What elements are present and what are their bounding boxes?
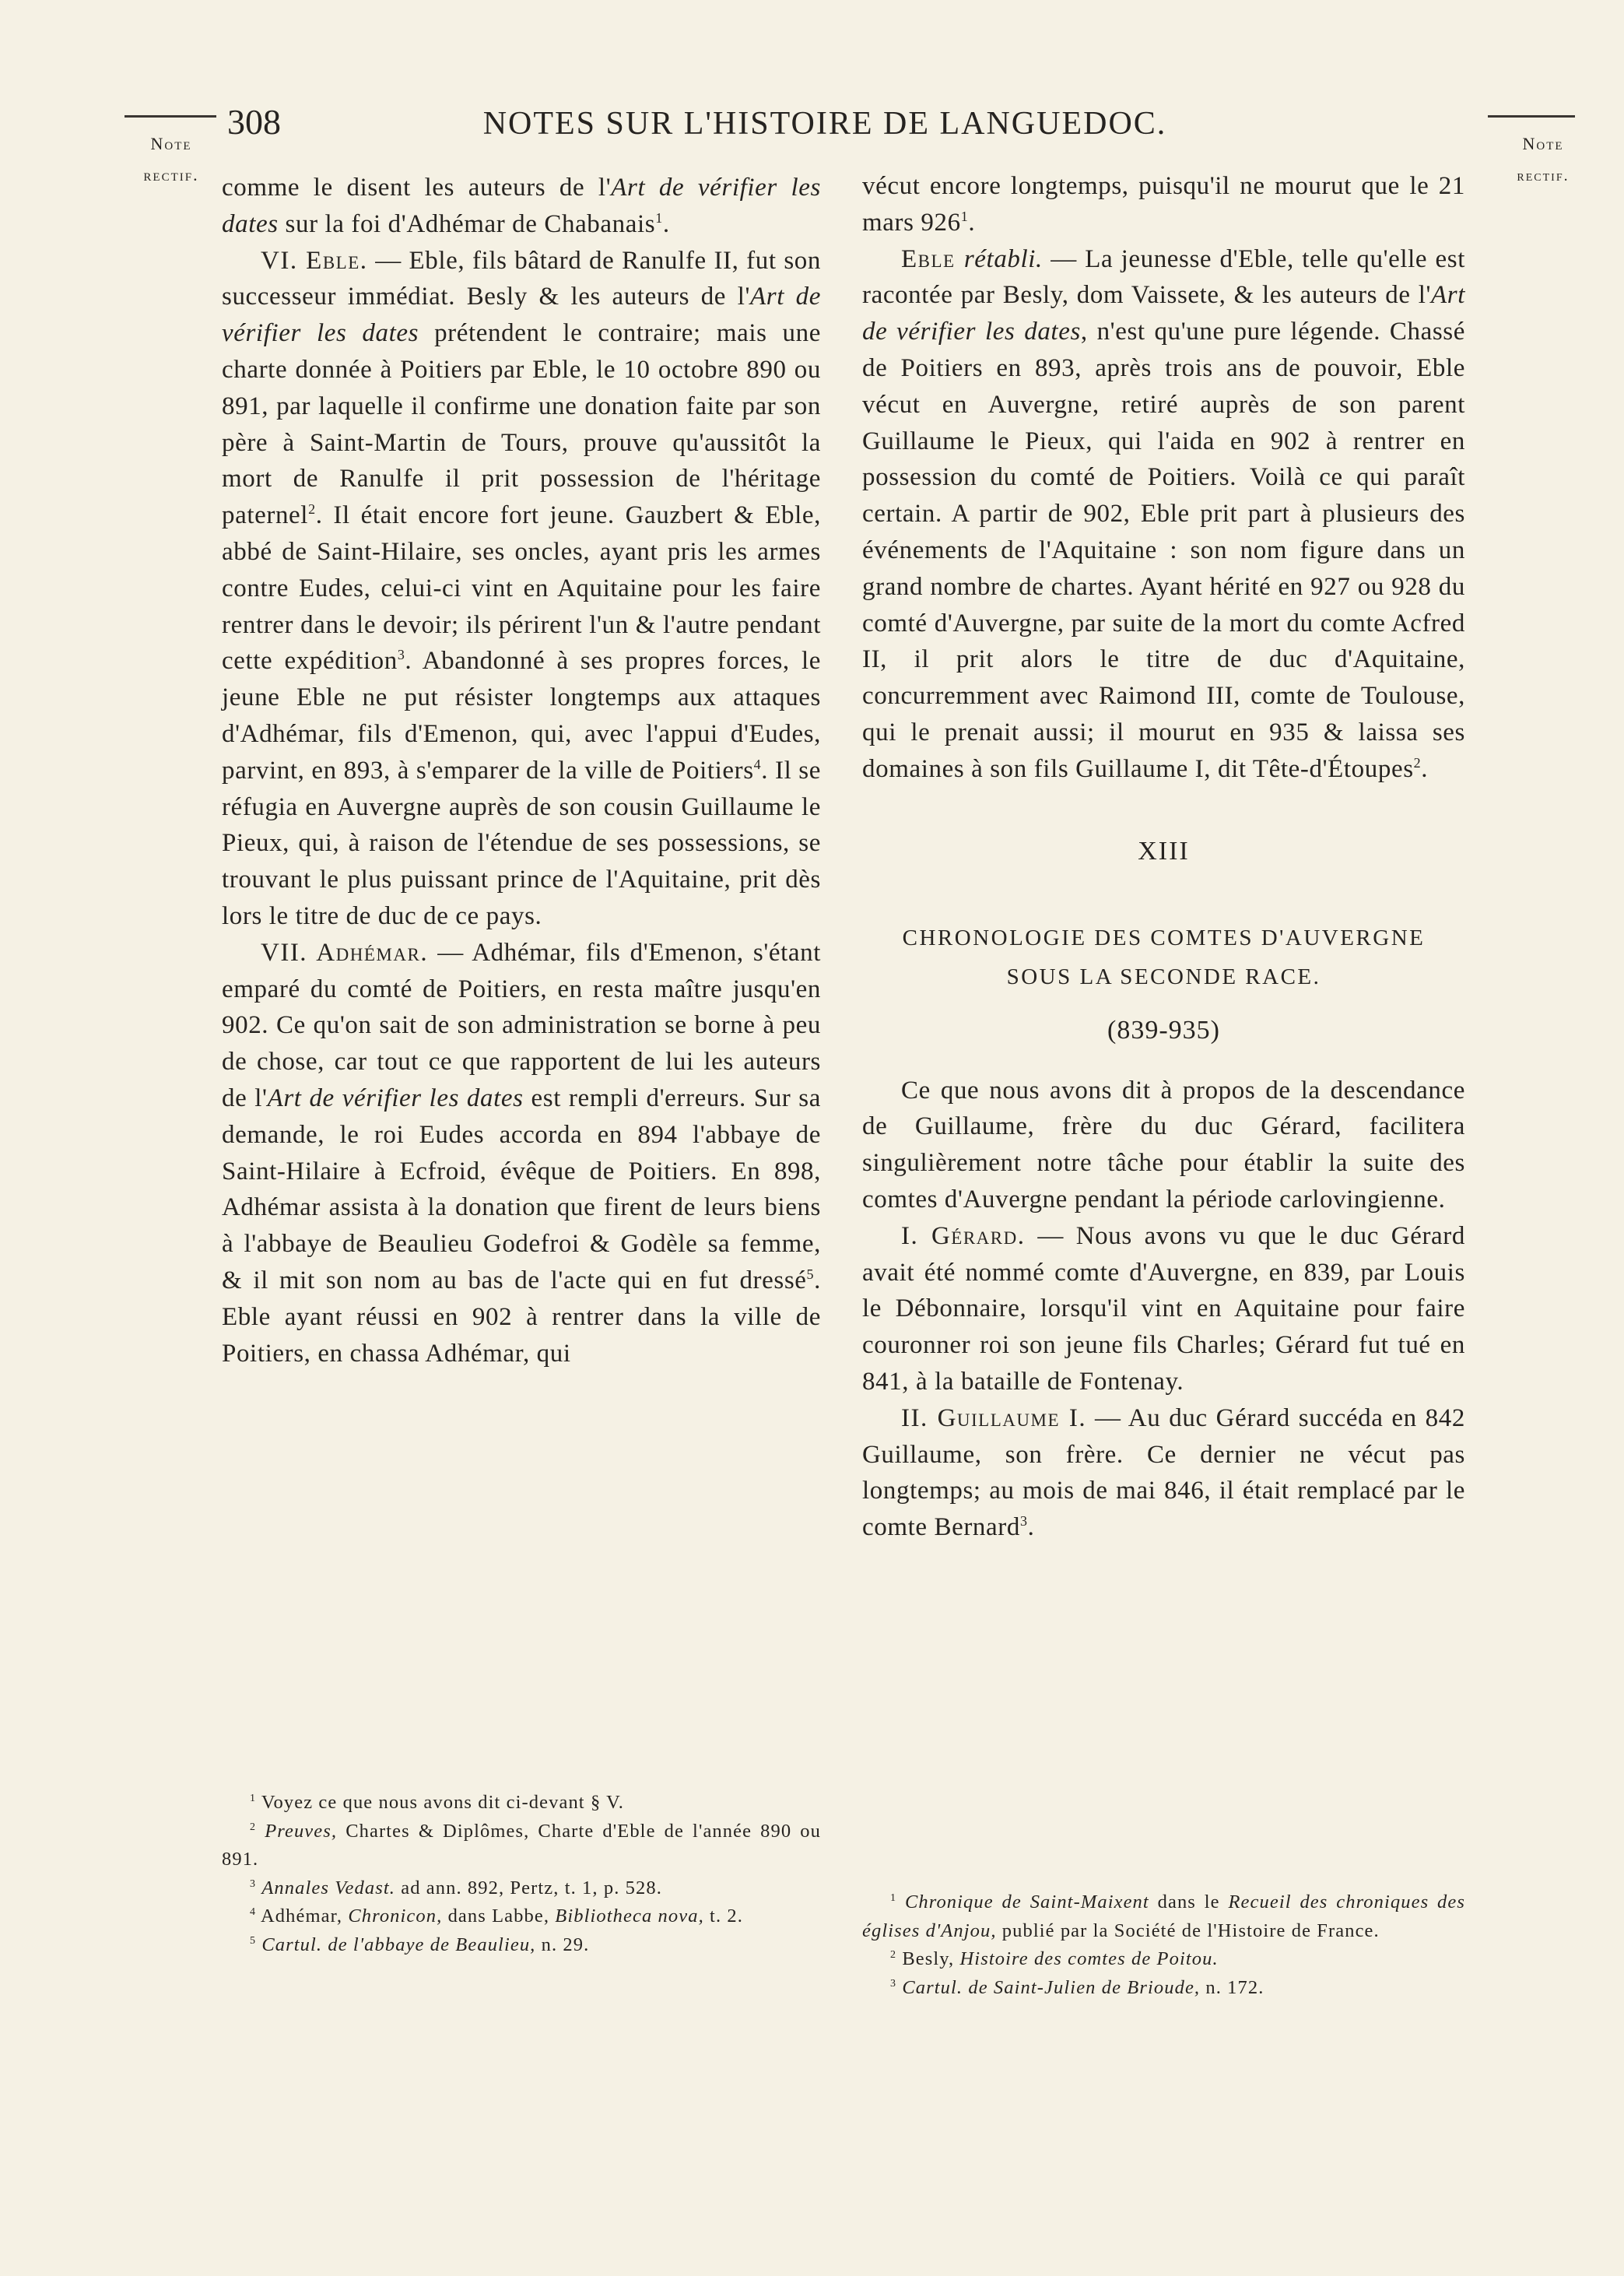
italic-title: Art de vérifier les dates [267, 1084, 524, 1112]
footnote-ref: 1 [655, 209, 663, 226]
text-run: Ce que nous avons dit à propos de la descendance de Guillaume, frère du duc Gérard, facilitera singulièrement notre tâche pour établir la suite des comtes d'Auvergne pendant la période carlovingienne. [862, 1076, 1465, 1214]
left-footnotes [222, 1789, 821, 1959]
text-run: — Eble, fils bâtard de Ranulfe II, fut son successeur immédiat. Besly & les auteurs de l' [222, 246, 821, 311]
footnote-3 [862, 1974, 1465, 2003]
footnote-italic: Histoire des comtes de Poitou. [959, 1948, 1219, 1969]
footnote-text: publié par la Société de l'Histoire de France. [996, 1919, 1380, 1941]
footnote-ref: 2 [308, 501, 316, 518]
footnote-ref: 3 [1019, 1513, 1028, 1530]
footnote-text: n. 29. [535, 1934, 590, 1955]
footnote-text: Voyez ce que nous avons dit ci-devant § V. [261, 1792, 624, 1813]
text-run: . [968, 208, 976, 237]
footnote-number: 2 [890, 1949, 897, 1961]
footnote-italic: Cartul. de Saint-Julien de Brioude, [902, 1976, 1201, 1998]
section-title [862, 918, 1465, 996]
footnote-text: dans Labbe, [442, 1905, 556, 1927]
footnote-number: 5 [250, 1934, 257, 1947]
footnote-text: t. 2. [703, 1905, 743, 1927]
footnote-italic: Preuves, [265, 1820, 338, 1842]
left-paragraph-adhemar [222, 935, 821, 1372]
section-title-line1: CHRONOLOGIE DES COMTES D'AUVERGNE [902, 925, 1426, 950]
text-run: . [662, 209, 670, 238]
text-run: . [1027, 1513, 1035, 1542]
footnote-italic: Recueil des chroniques des églises d'Anjou, [862, 1891, 1465, 1941]
footnote-2 [222, 1818, 821, 1874]
footnote-italic: Chronicon, [348, 1905, 443, 1927]
footnote-number: 3 [250, 1877, 257, 1890]
section-numeral: XIII [1138, 836, 1190, 866]
footnote-number: 4 [250, 1906, 257, 1918]
running-title: NOTES SUR L'HISTOIRE DE LANGUEDOC. [482, 106, 1167, 142]
right-paragraph-continuation [862, 168, 1465, 241]
footnote-4 [222, 1902, 821, 1931]
text-run: . Eble ayant réussi en 902 à rentrer dans la ville de Poitiers, en chassa Adhémar, qui [222, 1266, 821, 1368]
right-paragraph-guillaume [862, 1400, 1465, 1546]
margin-note-right-line2: rectif. [1517, 167, 1570, 184]
right-footnotes [862, 1888, 1465, 2002]
left-paragraph-continuation [222, 170, 821, 243]
footnote-text: Chartes & Diplômes, Charte d'Eble de l'année 890 ou 891. [222, 1820, 821, 1870]
footnote-ref: 3 [397, 647, 405, 663]
footnote-ref: 5 [806, 1266, 815, 1282]
text-run: — Nous avons vu que le duc Gérard avait été nommé comte d'Auvergne, en 839, par Louis le Débonnaire, lorsqu'il vint en Aquitaine pour faire couronner roi son jeune fils Charles; Gérard fut tué en 841, à la bataille de Fontenay. [862, 1221, 1465, 1396]
italic-title: Art de vérifier les dates [222, 174, 821, 238]
footnote-ref: 4 [753, 756, 762, 772]
text-run: — La jeunesse d'Eble, telle qu'elle est racontée par Besly, dom Vaissete, & les auteurs de l' [862, 244, 1465, 310]
footnote-ref: 1 [960, 208, 969, 224]
footnote-1 [862, 1888, 1465, 1945]
text-run: prétendent le contraire; mais une charte donnée à Poitiers par Eble, le 10 octobre 890 ou 891, par laquelle il confirme une donation faite par son père à Saint-Martin de Tours, prouve qu'aussitôt la mort de Ranulfe il prit possession de l'héritage paternel [222, 319, 822, 530]
left-paragraph-eble [222, 243, 821, 935]
right-column [862, 168, 1465, 1546]
footnote-number: 2 [250, 1821, 257, 1833]
footnote-text: dans le [1149, 1891, 1229, 1912]
footnote-number: 3 [890, 1977, 897, 1990]
margin-note-left-line2: rectif. [143, 165, 199, 184]
footnote-italic: Cartul. de l'abbaye de Beaulieu, [261, 1934, 536, 1955]
footnote-2 [862, 1945, 1465, 1974]
footnote-5 [222, 1931, 821, 1960]
footnote-text: ad ann. 892, Pertz, t. 1, p. 528. [395, 1877, 662, 1898]
footnote-1 [222, 1789, 821, 1818]
margin-rule-left [125, 115, 216, 118]
footnote-ref: 2 [1413, 754, 1422, 771]
text-run: sur la foi d'Adhémar de Chabanais [278, 209, 656, 238]
paragraph-heading-italic: rétabli. [963, 244, 1043, 273]
text-run: vécut encore longtemps, puisqu'il ne mourut que le 21 mars 926 [862, 172, 1465, 237]
footnote-text: n. 172. [1200, 1976, 1264, 1998]
paragraph-heading: Eble [901, 244, 964, 273]
text-run: — Adhémar, fils d'Emenon, s'étant emparé du comté de Poitiers, en resta maître jusqu'en 902. Ce qu'on sait de son administration se borne à peu de chose, car tout ce que rapportent de lui les auteurs de l' [222, 938, 821, 1112]
right-paragraph-intro [862, 1073, 1465, 1218]
footnote-text: Adhémar, [260, 1905, 349, 1927]
text-run: — Au duc Gérard succéda en 842 Guillaume, son frère. Ce dernier ne vécut pas longtemps; au mois de mai 846, il était remplacé par le comte Bernard [862, 1403, 1465, 1542]
section-title-line2: SOUS LA SECONDE RACE. [1006, 964, 1321, 989]
italic-title: Art de vérifier les dates [862, 281, 1465, 346]
margin-note-left-line1: Note [150, 134, 192, 153]
paragraph-heading: VI. Eble. [261, 246, 368, 275]
footnote-italic: Bibliotheca nova, [555, 1905, 704, 1927]
text-run: . Il était encore fort jeune. Gauzbert & Eble, abbé de Saint-Hilaire, ses oncles, ayant pris les armes contre Eudes, celui-ci vint en Aquitaine pour les faire rentrer dans le devoir; ils périrent l'un & l'autre pendant cette expédition [222, 501, 821, 676]
footnote-number: 1 [890, 1892, 897, 1904]
text-run: . Il se réfugia en Auvergne auprès de son cousin Guillaume le Pieux, qui, à raison de l'étendue de ses possessions, se trouvant le plus puissant prince de l'Aquitaine, prit dès lors le titre de duc de ce pays. [222, 756, 821, 930]
italic-title: Art de vérifier les dates [222, 283, 822, 348]
page-number: 308 [227, 102, 281, 142]
footnote-3 [222, 1874, 821, 1903]
footnote-italic: Chronique de Saint-Maixent [904, 1891, 1149, 1912]
margin-note-left [117, 128, 226, 191]
paragraph-heading: II. Guillaume I. [901, 1403, 1087, 1432]
section-dates: (839-935) [1107, 1015, 1220, 1045]
text-run: , n'est qu'une pure légende. Chassé de Poitiers en 893, après trois ans de pouvoir, Eble vécut en Auvergne, retiré auprès de son parent Guillaume le Pieux, qui l'aida en 902 à rentrer en possession du comté de Poitiers. Voilà ce qui paraît certain. A partir de 902, Eble prit part à plusieurs des événements de l'Aquitaine : son nom figure dans un grand nombre de chartes. Ayant hérité en 927 ou 928 du comté d'Auvergne, par suite de la mort du comte Acfred II, il prit alors le titre de duc d'Aquitaine, concurremment avec Raimond III, comte de Toulouse, qui le prenait aussi; il mourut en 935 & laissa ses domaines à son fils Guillaume I, dit Tête-d'Étoupes [862, 318, 1465, 783]
margin-rule-right [1488, 115, 1575, 118]
text-run: . Abandonné à ses propres forces, le jeune Eble ne put résister longtemps aux attaques d'Adhémar, fils d'Emenon, qui, avec l'appui d'Eudes, parvint, en 893, à s'emparer de la ville de Poitiers [222, 647, 821, 785]
paragraph-heading: VII. Adhémar. [261, 938, 429, 967]
paragraph-heading: I. Gérard. [901, 1221, 1026, 1250]
margin-note-right-line1: Note [1522, 134, 1564, 153]
right-paragraph-gerard [862, 1218, 1465, 1400]
text-run: est rempli d'erreurs. Sur sa demande, le roi Eudes accorda en 894 l'abbaye de Saint-Hilaire à Ecfroid, évêque de Poitiers. En 898, Adhémar assista à la donation que firent de leurs biens à l'abbaye de Beaulieu Godefroi & Godèle sa femme, & il mit son nom au bas de l'acte qui en fut dressé [222, 1084, 821, 1294]
text-run: . [1421, 754, 1429, 783]
margin-note-right [1485, 128, 1601, 191]
right-paragraph-eble-retabli [862, 241, 1465, 788]
left-column [222, 170, 821, 1372]
footnote-text: Besly, [902, 1948, 960, 1969]
footnote-italic: Annales Vedast. [261, 1877, 395, 1898]
footnote-number: 1 [250, 1793, 257, 1804]
text-run: comme le disent les auteurs de l' [222, 174, 612, 202]
